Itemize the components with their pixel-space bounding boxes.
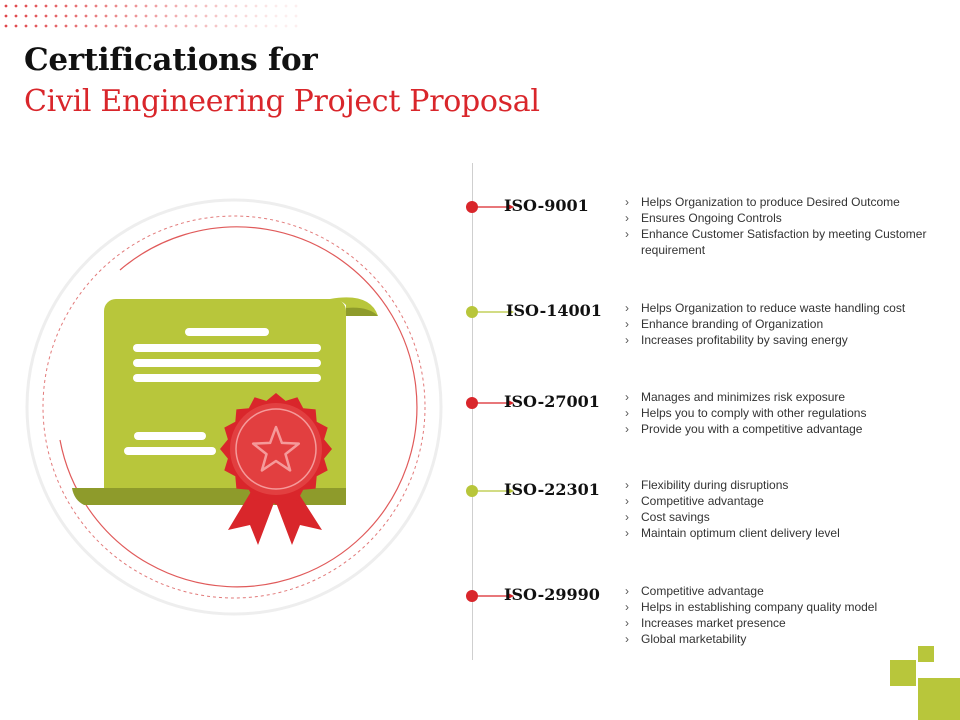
iso-label: ISO-14001 [506, 301, 602, 320]
list-item: › Enhance branding of Organization [625, 316, 945, 332]
scroll-bottom-fold [72, 488, 346, 505]
decorative-corner-squares [880, 640, 960, 720]
list-item: › Helps in establishing company quality model [625, 599, 945, 615]
list-item: › Global marketability [625, 631, 945, 647]
iso-14001-benefits-list [625, 300, 945, 348]
list-item: › Maintain optimum client delivery level [625, 525, 945, 541]
iso-label: ISO-29990 [504, 585, 600, 604]
iso-item-27001 [460, 388, 620, 418]
iso-label: ISO-22301 [504, 480, 600, 499]
list-item: › Competitive advantage [625, 493, 945, 509]
iso-29990-benefits-list [625, 583, 945, 647]
list-item: › Increases market presence [625, 615, 945, 631]
iso-item-29990 [460, 581, 620, 611]
list-item: › Cost savings [625, 509, 945, 525]
iso-item-14001 [460, 297, 620, 327]
list-item: › Increases profitability by saving energy [625, 332, 945, 348]
list-item: › Ensures Ongoing Controls [625, 210, 945, 226]
iso-item-9001 [460, 192, 620, 222]
list-item: › Flexibility during disruptions [625, 477, 945, 493]
certificate-illustration [0, 190, 460, 630]
list-item: › Competitive advantage [625, 583, 945, 599]
page-subtitle: Civil Engineering Project Proposal [24, 84, 540, 119]
list-item: › Manages and minimizes risk exposure [625, 389, 945, 405]
iso-label: ISO-27001 [504, 392, 600, 411]
iso-item-22301 [460, 476, 620, 506]
decorative-dot-grid [0, 0, 300, 40]
page-title: Certifications for [24, 42, 318, 78]
list-item: › Helps Organization to reduce waste handling cost [625, 300, 945, 316]
iso-9001-benefits-list [625, 194, 945, 258]
list-item: › Helps Organization to produce Desired Outcome [625, 194, 945, 210]
list-item: › Enhance Customer Satisfaction by meeting Customer requirement [625, 226, 931, 258]
iso-27001-benefits-list [625, 389, 945, 437]
iso-label: ISO-9001 [504, 196, 589, 215]
list-item: › Helps you to comply with other regulations [625, 405, 945, 421]
award-seal-icon [220, 393, 332, 505]
list-item: › Provide you with a competitive advantage [625, 421, 945, 437]
iso-22301-benefits-list [625, 477, 945, 541]
